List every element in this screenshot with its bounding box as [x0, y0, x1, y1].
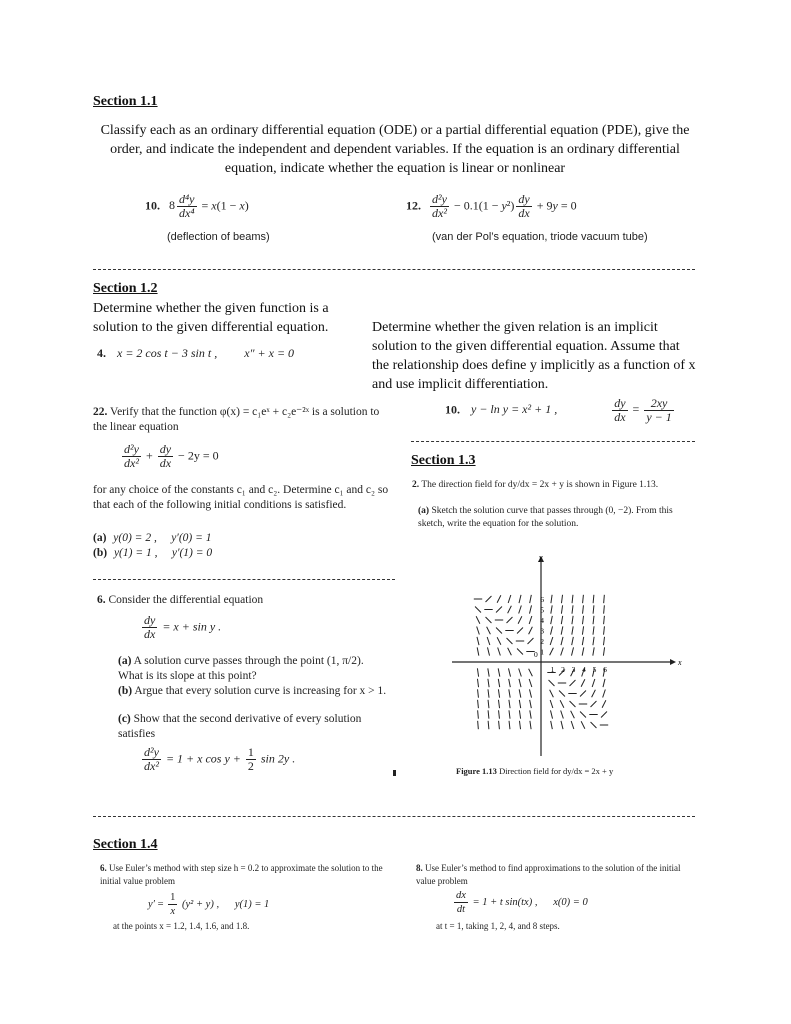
x-axis-arrow: [670, 659, 676, 665]
slope-segment: [508, 668, 510, 676]
slope-segment: [519, 595, 521, 603]
slope-segment: [570, 701, 576, 707]
problem-2-part-a: [418, 505, 674, 530]
slope-segment: [582, 626, 583, 634]
slope-segment: [517, 649, 523, 655]
slope-segment: [593, 637, 594, 645]
slope-segment: [592, 679, 595, 687]
slope-segment: [561, 648, 564, 656]
slope-segment: [591, 701, 597, 707]
slope-segment: [498, 679, 499, 687]
slope-segment: [530, 721, 531, 729]
origin-label: 0: [534, 650, 538, 659]
slope-segment: [529, 689, 531, 697]
problem-8-intro: [416, 862, 686, 887]
slope-segment: [529, 669, 533, 677]
x-tick-label: 2: [561, 665, 565, 674]
slope-segment: [497, 595, 501, 603]
slope-segment: [604, 605, 605, 613]
slope-segment: [561, 711, 564, 719]
slope-segment: [487, 637, 490, 645]
slope-segment: [509, 710, 510, 718]
problem-4-number: 4.: [97, 346, 106, 360]
slope-segment: [559, 691, 565, 697]
x-tick-labels: [551, 665, 608, 674]
figure-caption: [456, 766, 613, 776]
part-a-text: A solution curve passes through the point (1, π/2). What is its slope at this point?: [118, 655, 364, 682]
problem-6-euler-eq-tail: (y² + y) , y(1) = 1: [182, 898, 270, 910]
slope-segment: [519, 721, 520, 729]
problem-10b-equation: 10. y − ln y = x² + 1 , $\frac{dy}{dx}$ = $\frac{2xy}{y - 1}$: [445, 396, 672, 424]
problem-2-text: The direction field for dy/dx = 2x + y is shown in Figure 1.13.: [421, 480, 659, 490]
problem-22-instructions: for any choice of the constants c₁ and c₂. Determine c₁ and c₂ so that each of the following initial conditions is satisfied.: [93, 484, 389, 511]
slope-segment: [488, 710, 489, 718]
section-1-3-title: Section 1.3: [411, 453, 476, 468]
y-tick-label: 1: [540, 647, 544, 657]
problem-8-steps: at t = 1, taking 1, 2, 4, and 8 steps.: [436, 921, 560, 931]
problem-2-intro: [412, 479, 674, 492]
problem-12-note: (van der Pol’s equation, triode vacuum tube): [432, 231, 648, 243]
problem-6-text: Consider the differential equation: [108, 594, 264, 606]
slope-segment: [604, 595, 605, 603]
problem-10-number: 10.: [145, 198, 160, 213]
slope-segment: [591, 722, 597, 728]
slope-segment: [572, 626, 573, 634]
slope-segment: [477, 679, 478, 687]
problem-8-equation: $\frac{dx}{dt}$ = 1 + t sin(tx) , x(0) = 0: [456, 890, 588, 915]
slope-segment: [477, 647, 479, 655]
slope-segment: [583, 595, 584, 603]
problem-22-number: 22.: [93, 406, 108, 418]
slope-segment: [551, 595, 552, 603]
problem-4-de: x″ + x = 0: [244, 346, 295, 360]
slope-segment: [519, 606, 522, 614]
slope-segment: [519, 689, 521, 697]
slope-segment: [582, 616, 583, 624]
slope-segment: [519, 710, 520, 718]
part-b-text: Argue that every solution curve is increasing for x > 1.: [134, 685, 387, 697]
part-a-label: (a): [418, 506, 430, 516]
slope-segment: [593, 595, 594, 603]
part-a-conditions: y(0) = 2 , y′(0) = 1: [113, 532, 212, 544]
slope-segment: [478, 710, 479, 718]
slope-segment: [477, 627, 480, 635]
problem-6-part-c: [118, 712, 390, 742]
slope-segment: [550, 626, 552, 634]
slope-segment: [529, 679, 532, 687]
slope-segment: [478, 700, 479, 708]
problem-22-text: Verify that the function φ(x) = c₁eˣ + c₂e⁻²ˣ is a solution to the linear equation: [93, 406, 380, 433]
problem-6-part-a: [118, 654, 390, 684]
slope-segment: [602, 700, 606, 708]
slope-segment: [572, 637, 574, 645]
part-b-conditions: y(1) = 1 , y′(1) = 0: [113, 547, 213, 559]
slope-segment: [487, 627, 491, 635]
slope-segment: [603, 637, 604, 645]
slope-segment: [529, 616, 532, 624]
slope-segment: [561, 595, 562, 603]
slope-segment: [593, 605, 594, 613]
slope-segment: [561, 605, 562, 613]
direction-field-figure: [446, 550, 686, 760]
problem-10b-relation: y − ln y = x² + 1 ,: [471, 402, 558, 417]
x-tick-label: 5: [592, 665, 597, 674]
problem-12-equation: 12. $\frac{\text{d²y}}{\text{dx²}}$ − 0.1(1 − y²) $\frac{dy}{dx}$ + 9y = 0: [406, 192, 577, 220]
slope-segment: [486, 617, 492, 623]
x-axis-label: x: [678, 658, 682, 667]
slope-segment: [517, 628, 523, 634]
slope-segment: [509, 679, 511, 687]
y-tick-label: 3: [540, 626, 544, 636]
part-c-text: Show that the second derivative of every solution satisfies: [118, 713, 362, 740]
slope-segment: [498, 668, 500, 676]
problem-22-eq-tail: − 2y = 0: [178, 448, 219, 463]
problem-22-part-a: [93, 531, 212, 546]
slope-segment: [550, 637, 553, 645]
slope-segment: [496, 607, 502, 613]
problem-8-text: Use Euler’s method to find approximations to the solution of the initial value problem: [416, 863, 681, 886]
slope-segment: [550, 700, 553, 708]
slope-segment: [477, 637, 479, 645]
problem-6-euler-points: at the points x = 1.2, 1.4, 1.6, and 1.8.: [113, 921, 250, 931]
section-1-2-title: Section 1.2: [93, 281, 158, 296]
problem-12-number: 12.: [406, 198, 421, 213]
slope-segment: [530, 700, 532, 708]
section-1-2-left-instructions: Determine whether the given function is a solution to the given differential equation.: [93, 301, 329, 335]
slope-segment: [551, 605, 552, 613]
problem-6-eq-tail: = x + sin y .: [162, 619, 222, 634]
section-divider: [93, 269, 695, 270]
slope-segment: [476, 616, 480, 624]
part-c-eq-mid: = 1 + x cos y +: [165, 751, 241, 766]
section-1-1-title: Section 1.1: [93, 94, 158, 109]
problem-6-number: 6.: [97, 594, 106, 606]
slope-segment: [508, 648, 512, 656]
slope-segment: [582, 647, 584, 655]
stray-mark: [393, 770, 396, 776]
figure-caption-label: Figure 1.13: [456, 766, 497, 776]
problem-6-euler-intro: [100, 862, 390, 887]
slope-segment: [561, 616, 562, 624]
slope-segment: [486, 596, 492, 602]
slope-segment: [508, 595, 511, 603]
slope-segment: [601, 712, 607, 718]
slope-segment: [518, 616, 522, 624]
section-1-4-title: Section 1.4: [93, 837, 158, 852]
y-tick-label: 4: [540, 616, 544, 625]
slope-segment: [498, 648, 501, 656]
problem-22-equation: $\frac{\text{d²y}}{\text{dx²}}$ + $\frac{dy}{dx}$ − 2y = 0: [124, 442, 219, 470]
slope-segment: [560, 700, 564, 708]
problem-8-eq-tail: = 1 + t sin(tx) , x(0) = 0: [472, 896, 588, 908]
slope-segment: [477, 668, 478, 676]
slope-segment: [561, 637, 563, 645]
slope-segment: [603, 647, 604, 655]
part-b-label: (b): [93, 547, 108, 559]
slope-segment: [499, 710, 500, 718]
problem-10-equation: 10. 8 $\frac{\text{d⁴y}}{\text{dx⁴}}$ = x(1 − x): [145, 192, 249, 220]
problem-10b-number: 10.: [445, 402, 460, 417]
x-tick-label: 6: [603, 665, 607, 674]
problem-8-number: 8.: [416, 863, 423, 873]
part-a-label: (a): [118, 655, 132, 667]
slope-segment: [509, 689, 510, 697]
part-c-label: (c): [118, 713, 131, 725]
slope-segment: [549, 680, 555, 686]
slope-segment: [498, 700, 499, 708]
slope-segment: [509, 700, 510, 708]
slope-segment: [572, 595, 573, 603]
slope-segment: [582, 637, 583, 645]
slope-segment: [603, 679, 605, 687]
figure-caption-text: Direction field for dy/dx = 2x + y: [499, 766, 614, 776]
slope-segment: [519, 679, 521, 687]
slope-segment: [530, 595, 532, 603]
slope-segment: [498, 689, 499, 697]
slope-segment: [583, 605, 584, 613]
x-tick-label: 3: [571, 665, 576, 674]
problem-6-equation: $\frac{dy}{dx}$ = x + sin y .: [144, 613, 222, 641]
slope-segment: [580, 691, 586, 697]
section-divider: [93, 579, 395, 580]
slope-segment: [488, 668, 489, 676]
part-a-text: Sketch the solution curve that passes through (0, −2). From this sketch, write the equation for the solution.: [418, 506, 673, 529]
slope-segment: [604, 626, 605, 634]
slope-segment: [571, 721, 574, 729]
slope-segment: [550, 648, 554, 656]
y-axis-label: y: [539, 553, 543, 562]
slope-segment: [550, 710, 552, 718]
slope-segment: [497, 637, 501, 645]
slope-segment: [529, 605, 531, 613]
section-divider: [411, 441, 695, 442]
slope-segment: [561, 626, 563, 634]
slope-segment: [572, 616, 573, 624]
slope-segment: [561, 721, 563, 729]
y-tick-label: 5: [540, 605, 544, 615]
slope-segment: [603, 690, 606, 698]
slope-segment: [593, 626, 594, 634]
slope-segment: [509, 721, 510, 729]
problem-2-number: 2.: [412, 480, 420, 490]
y-tick-label: 2: [540, 637, 544, 646]
slope-segment: [530, 710, 531, 718]
x-tick-label: 4: [582, 665, 586, 674]
problem-22-intro: [93, 405, 389, 435]
slope-segment: [570, 680, 576, 686]
problem-6-euler-number: 6.: [100, 863, 107, 873]
part-b-label: (b): [118, 685, 133, 697]
problem-6-euler-text: Use Euler’s method with step size h = 0.2 to approximate the solution to the initial value problem: [100, 863, 383, 886]
slope-segment: [551, 616, 553, 624]
problem-4-function: x = 2 cos t − 3 sin t ,: [117, 346, 218, 360]
x-tick-label: 1: [550, 665, 555, 674]
slope-segment: [571, 711, 575, 719]
slope-segment: [528, 638, 534, 644]
problem-6-euler-equation: y′ = $\frac{1}{x}$ (y² + y) , y(1) = 1: [148, 892, 270, 917]
part-c-eq-tail: sin 2y .: [260, 751, 296, 766]
slope-segment: [507, 617, 513, 623]
problem-6-part-b: [118, 684, 390, 699]
slope-segment: [507, 638, 513, 644]
problem-6-intro: [97, 593, 263, 608]
section-1-1-instructions: Classify each as an ordinary differential equation (ODE) or a partial differential equation (PDE), give the order, and indicate the independent and dependent variables. If the equation is an ordinary differential equation, indicate whether the equation is linear or nonlinear: [100, 123, 690, 176]
problem-22-part-b: [93, 546, 212, 561]
slope-segment: [508, 606, 512, 614]
slope-segment: [593, 647, 594, 655]
slope-segment: [487, 647, 489, 655]
slope-segment: [478, 689, 479, 697]
section-divider: [93, 816, 695, 817]
slope-segment: [580, 712, 586, 718]
slope-segment: [581, 721, 585, 729]
slope-segment: [519, 669, 522, 677]
slope-segment: [499, 721, 500, 729]
slope-segment: [572, 605, 573, 613]
slope-segment: [488, 679, 489, 687]
slope-segment: [550, 690, 554, 698]
slope-segment: [496, 628, 502, 634]
slope-segment: [551, 721, 553, 729]
slope-segment: [488, 721, 489, 729]
slope-segment: [604, 616, 605, 624]
slope-segment: [475, 607, 481, 613]
section-1-2-right-instructions: Determine whether the given relation is an implicit solution to the given differential equation. Assume that the relationship does define y implicitly as a function of x and use implicit differentiation.: [372, 320, 696, 392]
slope-segment: [488, 689, 489, 697]
y-tick-label: 6: [540, 595, 544, 604]
slope-segment: [478, 721, 479, 729]
part-a-label: (a): [93, 532, 107, 544]
slope-segment: [571, 647, 573, 655]
slope-segment: [593, 616, 594, 624]
slope-segment: [488, 700, 489, 708]
problem-6-part-c-equation: $\frac{\text{d²y}}{\text{dx²}}$ = 1 + x cos y + $\frac{1}{2}$ sin 2y .: [144, 745, 296, 773]
slope-segment: [581, 679, 585, 687]
slope-segment: [519, 700, 520, 708]
slope-segment: [592, 690, 596, 698]
problem-10-note: (deflection of beams): [167, 231, 270, 243]
slope-segment: [529, 627, 533, 635]
problem-4-equation: [97, 346, 294, 361]
